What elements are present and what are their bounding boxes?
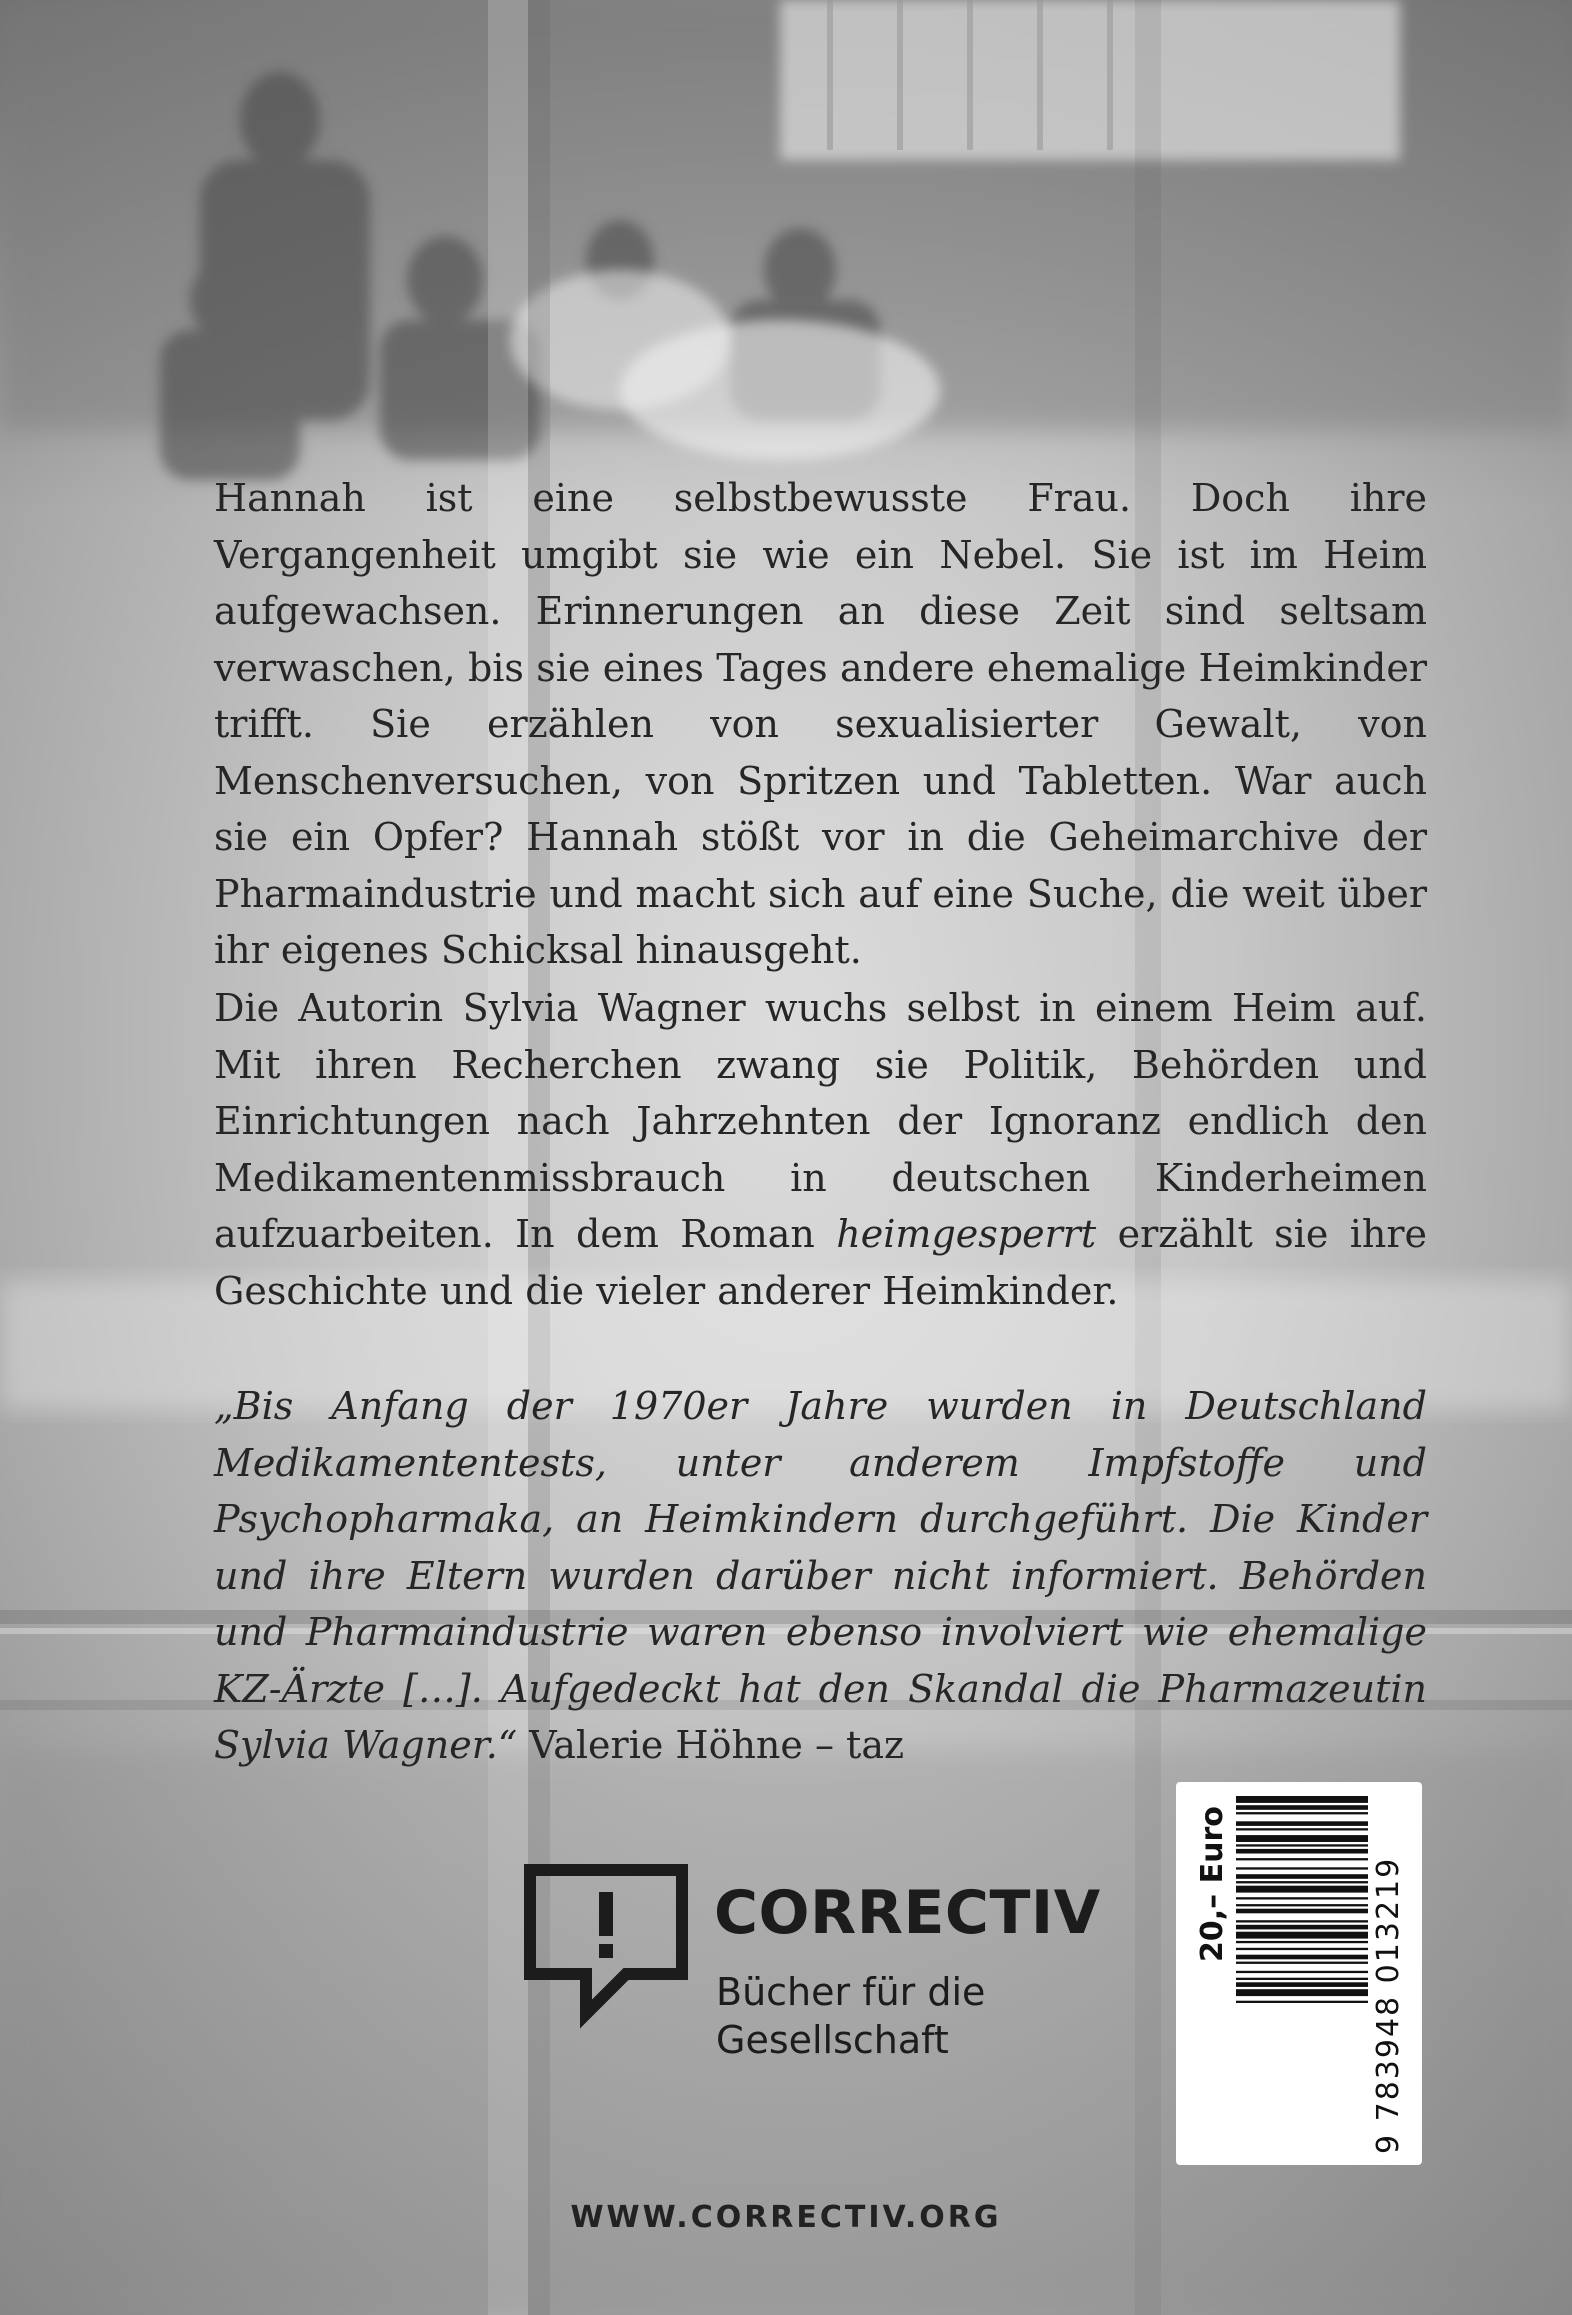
publisher-tagline: Bücher für die Gesellschaft <box>716 1970 986 2062</box>
isbn-number: 9 783948 013219 <box>1371 1856 1406 2154</box>
barcode-bars <box>1236 1796 1368 2003</box>
book-title: heimgesperrt <box>836 1212 1097 1256</box>
author-text-part2: erzählt sie ihre Geschichte und die vieler anderer Heimkinder. <box>214 1212 1427 1313</box>
press-quote-text: „Bis Anfang der 1970er Jahre wurden in Deutschland Medikamententests, unter anderem Impfstoffe und Psychopharmaka, an Heimkindern durchgeführt. Die Kinder und ihre Eltern wurden darüber nicht informiert. Behörden und Pharmaindustrie waren ebenso involviert wie ehemalige KZ-Ärzte […]. Aufgedeckt hat den Skandal die Pharmazeutin Sylvia Wagner.“ <box>214 1384 1427 1767</box>
price-label: 20,– Euro <box>1195 1806 1230 1962</box>
press-quote <box>214 1378 1427 1774</box>
blurb-paragraph-author <box>214 980 1427 1319</box>
author-text-part1: Die Autorin Sylvia Wagner wuchs selbst in einem Heim auf. Mit ihren Recherchen zwang sie Politik, Behörden und Einrichtungen nach Jahrzehnten der Ignoranz endlich den Medikamentenmissbrauch in deutschen Kinderheimen aufzuarbeiten. In dem Roman <box>214 986 1427 1256</box>
press-quote-source: Valerie Höhne – taz <box>529 1723 904 1767</box>
publisher-name: CORRECTIV <box>714 1878 1101 1948</box>
publisher-website: WWW.CORRECTIV.ORG <box>570 2200 1002 2235</box>
isbn-barcode <box>1176 1782 1422 2165</box>
blurb-paragraph-story: Hannah ist eine selbstbewusste Frau. Doch ihre Vergangenheit umgibt sie wie ein Nebel. Sie ist im Heim aufgewachsen. Erinnerungen an diese Zeit sind seltsam verwaschen, bis sie eines Tages andere ehemalige Heimkinder trifft. Sie erzählen von sexualisierter Gewalt, von Menschenversuchen, von Spritzen und Tabletten. War auch sie ein Opfer? Hannah stößt vor in die Geheimarchive der Pharmaindustrie und macht sich auf eine Suche, die weit über ihr eigenes Schicksal hinausgeht. <box>214 476 1427 972</box>
